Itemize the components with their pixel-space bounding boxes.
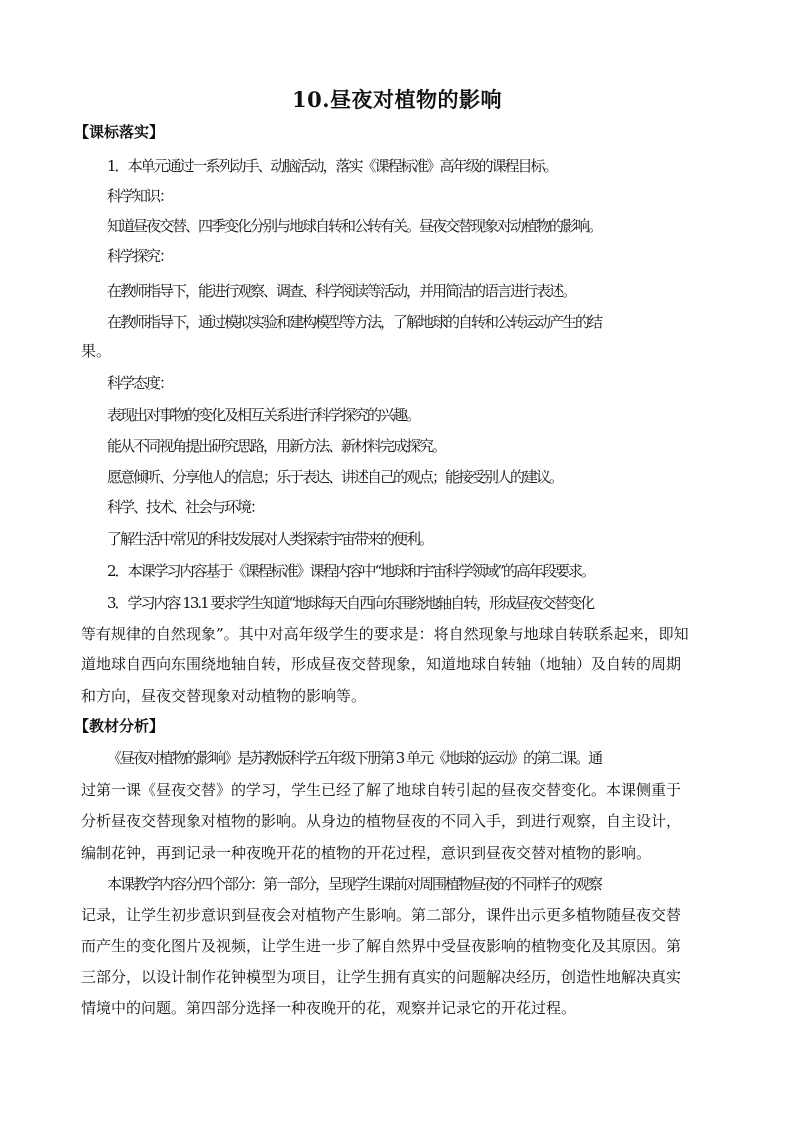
paragraph-line: 和方向，昼夜交替现象对动植物的影响等。 — [81, 687, 367, 705]
paragraph-line: 3．学习内容 13.1 要求学生知道“地球每天自西向东围绕地轴自转，形成昼夜交替变化 — [107, 594, 594, 612]
paragraph-line: 过第一课《昼夜交替》的学习，学生已经了解了地球自转引起的昼夜交替变化。本课侧重于 — [81, 781, 682, 799]
paragraph-line: 本课教学内容分四个部分：第一部分，呈现学生课前对周围植物昼夜的不同样子的观察 — [107, 875, 602, 893]
paragraph-line: 编制花钟，再到记录一种夜晚开花的植物的开花过程，意识到昼夜交替对植物的影响。 — [81, 844, 652, 862]
paragraph-line: 科学、技术、社会与环境： — [107, 498, 264, 516]
paragraph-line: 表现出对事物的变化及相互关系进行科学探究的兴趣。 — [107, 406, 420, 424]
paragraph-line: 在教师指导下，通过模拟实验和建构模型等方法，了解地球的自转和公转运动产生的结 — [107, 313, 602, 331]
paragraph-line: 道地球自西向东围绕地轴自转，形成昼夜交替现象，知道地球自转轴（地轴）及自转的周期 — [81, 655, 682, 673]
paragraph-line: 三部分，以设计制作花钟模型为项目，让学生拥有真实的问题解决经历，创造性地解决真实 — [81, 968, 682, 986]
paragraph-line: 《昼夜对植物的影响》是苏教版科学五年级下册第 3 单元《地球的运动》的第二课。通 — [107, 749, 602, 767]
paragraph-line: 等有规律的自然现象”。其中对高年级学生的要求是：将自然现象与地球自转联系起来，即知 — [81, 625, 689, 643]
paragraph-line: 在教师指导下，能进行观察、调查、科学阅读等活动，并用简洁的语言进行表述。 — [107, 282, 576, 300]
paragraph-line: 分析昼夜交替现象对植物的影响。从身边的植物昼夜的不同入手，到进行观察，自主设计， — [81, 812, 682, 830]
section-heading-kebiao: 【课标落实】 — [74, 123, 165, 141]
paragraph-line: 果。 — [81, 342, 112, 360]
section-heading-jiaocai: 【教材分析】 — [74, 717, 165, 735]
paragraph-line: 科学知识： — [107, 187, 173, 205]
paragraph-line: 记录，让学生初步意识到昼夜会对植物产生影响。第二部分，课件出示更多植物随昼夜交替 — [81, 906, 682, 924]
paragraph-line: 科学态度： — [107, 374, 173, 392]
paragraph-line: 2．本课学习内容基于《课程标准》课程内容中“地球和宇宙科学领域”的高年段要求。 — [107, 562, 594, 580]
paragraph-line: 能从不同视角提出研究思路，用新方法、新材料完成探究。 — [107, 437, 446, 455]
paragraph-line: 知道昼夜交替、四季变化分别与地球自转和公转有关。昼夜交替现象对动植物的影响。 — [107, 217, 602, 235]
paragraph-line: 科学探究： — [107, 247, 173, 265]
paragraph-line: 愿意倾听、分享他人的信息；乐于表达、讲述自己的观点；能接受别人的建议。 — [107, 468, 563, 486]
page-title: 10.昼夜对植物的影响 — [291, 87, 503, 112]
paragraph-line: 情境中的问题。第四部分选择一种夜晚开的花，观察并记录它的开花过程。 — [81, 999, 577, 1017]
paragraph-line: 1．本单元通过一系列动手、动脑活动，落实《课程标准》高年级的课程目标。 — [107, 157, 557, 175]
paragraph-line: 了解生活中常见的科技发展对人类探索宇宙带来的便利。 — [107, 530, 433, 548]
paragraph-line: 而产生的变化图片及视频，让学生进一步了解自然界中受昼夜影响的植物变化及其原因。第 — [81, 937, 682, 955]
